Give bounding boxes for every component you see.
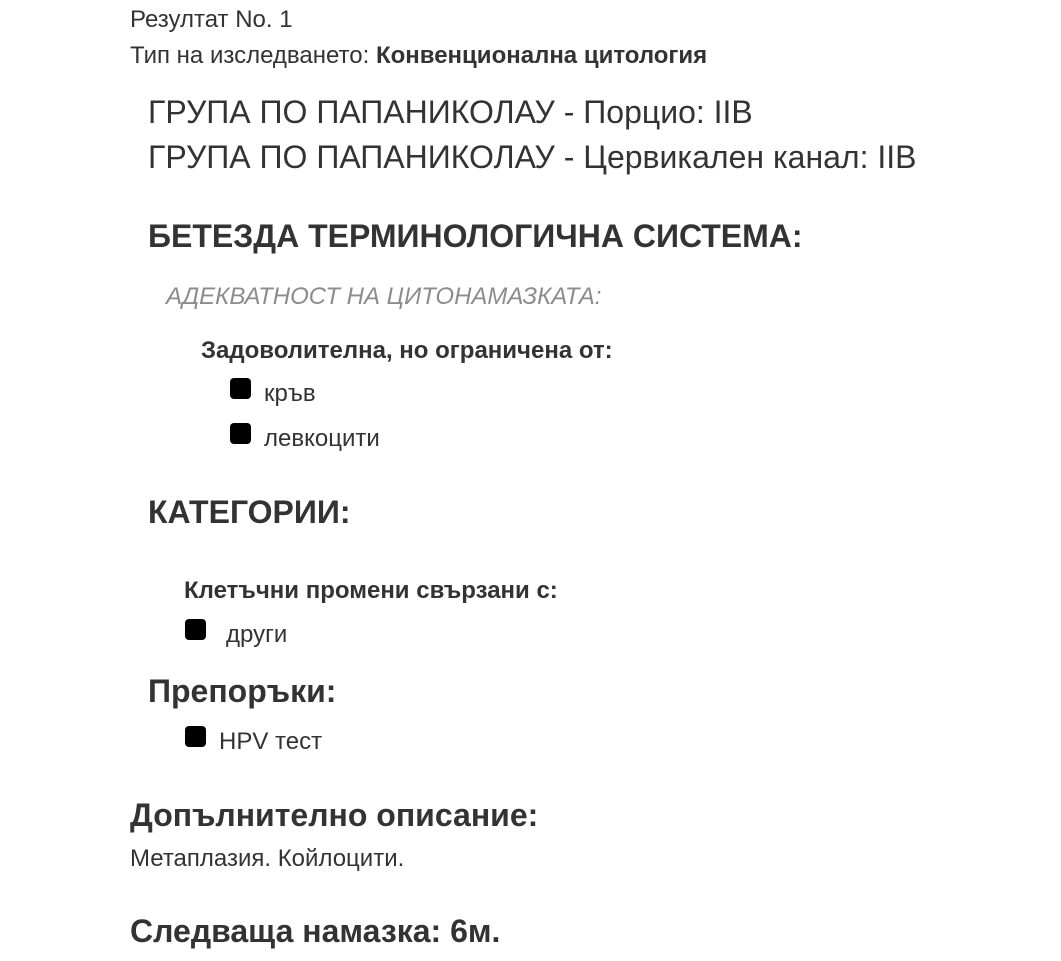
square-bullet-icon <box>230 378 251 399</box>
categories-title: КАТЕГОРИИ: <box>148 494 351 530</box>
adequacy-label: АДЕКВАТНОСТ НА ЦИТОНАМАЗКАТА: <box>166 283 602 310</box>
exam-type-value: Конвенционална цитология <box>375 42 708 69</box>
list-item-label: кръв <box>264 380 316 407</box>
list-item-label: други <box>226 621 288 648</box>
list-item-label: левкоцити <box>264 425 380 452</box>
result-number: Резултат No. 1 <box>130 6 293 33</box>
list-item <box>230 423 380 453</box>
pap-group-cervical-canal: ГРУПА ПО ПАПАНИКОЛАУ - Цервикален канал: IIB <box>148 139 917 175</box>
additional-description-title: Допълнително описание: <box>130 797 539 833</box>
recommendations-title: Препоръки: <box>148 673 337 709</box>
list-item <box>185 726 322 756</box>
next-smear: Следваща намазка: 6м. <box>130 913 501 949</box>
additional-description-text: Метаплазия. Койлоцити. <box>130 845 405 872</box>
list-item <box>185 619 287 649</box>
square-bullet-icon <box>230 423 251 444</box>
pap-group-portio: ГРУПА ПО ПАПАНИКОЛАУ - Порцио: IIB <box>148 94 753 130</box>
square-bullet-icon <box>185 726 206 747</box>
satisfactory-label: Задоволителна, но ограничена от: <box>201 337 613 364</box>
bethesda-title: БЕТЕЗДА ТЕРМИНОЛОГИЧНА СИСТЕМА: <box>148 218 803 254</box>
exam-type <box>130 42 707 70</box>
list-item-label: HPV тест <box>219 728 323 755</box>
cell-changes-label: Клетъчни промени свързани с: <box>184 577 558 604</box>
square-bullet-icon <box>185 619 206 640</box>
exam-type-label: Тип на изследването: <box>130 42 370 69</box>
list-item <box>230 378 316 408</box>
